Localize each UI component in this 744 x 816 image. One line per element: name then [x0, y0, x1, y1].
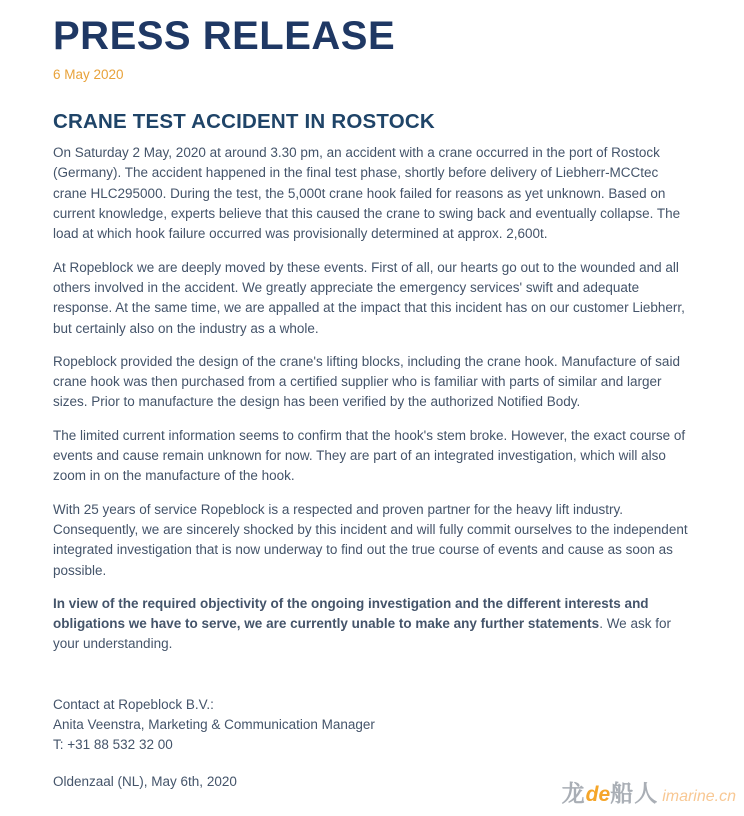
- watermark-site-url: imarine.cn: [662, 788, 736, 805]
- contact-block: [53, 695, 693, 756]
- statement-regular-text: . We ask for your understanding.: [53, 616, 671, 652]
- watermark-cjk-left: 龙: [561, 780, 586, 806]
- watermark-cjk-right: 船人: [610, 780, 659, 806]
- contact-intro-line: Contact at Ropeblock B.V.:: [53, 696, 214, 712]
- release-date: 6 May 2020: [53, 67, 124, 83]
- contact-person-line: Anita Veenstra, Marketing & Communication Manager: [53, 717, 375, 733]
- watermark-de: de: [585, 783, 611, 806]
- paragraph-sympathy: At Ropeblock we are deeply moved by these events. First of all, our hearts go out to the wounded and all others involved in the accident. We greatly appreciate the emergency services' swift and adequate response. At the same time, we are appalled at the impact that this incident has on our customer Liebherr, but certainly also on the industry as a whole.: [53, 259, 685, 336]
- paragraph-investigation: The limited current information seems to confirm that the hook's stem broke. However, the exact course of events and cause remain unknown for now. They are part of an integrated investigation, which will also zoom in on the manufacture of the hook.: [53, 427, 686, 484]
- statement-bold-text: In view of the required objectivity of the ongoing investigation and the different interests and obligations we have to serve, we are currently unable to make any further statements: [53, 595, 649, 632]
- paragraph-commitment: With 25 years of service Ropeblock is a respected and proven partner for the heavy lift industry. Consequently, we are sincerely shocked by this incident and will fully commit ourselves to the independent integrated investigation that is now underway to find out the true course of events and cause as soon as possible.: [53, 501, 688, 578]
- document-title: PRESS RELEASE: [53, 14, 396, 58]
- paragraph-statement: [53, 594, 693, 655]
- watermark: [562, 775, 736, 808]
- contact-phone-line: T: +31 88 532 32 00: [53, 737, 173, 753]
- article-heading: CRANE TEST ACCIDENT IN ROSTOCK: [53, 110, 435, 134]
- location-date-line: Oldenzaal (NL), May 6th, 2020: [53, 773, 237, 789]
- paragraph-accident-description: On Saturday 2 May, 2020 at around 3.30 pm, an accident with a crane occurred in the port of Rostock (Germany). The accident happened in the final test phase, shortly before delivery of Liebherr-MCCtec crane HLC295000. During the test, the 5,000t crane hook failed for reasons as yet unknown. Based on current knowledge, experts believe that this caused the crane to swing back and eventually collapse. The load at which hook failure occurred was provisionally determined at approx. 2,600t.: [53, 145, 681, 242]
- paragraph-design-manufacture: Ropeblock provided the design of the crane's lifting blocks, including the crane hook. Manufacture of said crane hook was then purchased from a certified supplier who is familiar with parts of similar and larger sizes. Prior to manufacture the design has been verified by the authorized Notified Body.: [53, 353, 680, 410]
